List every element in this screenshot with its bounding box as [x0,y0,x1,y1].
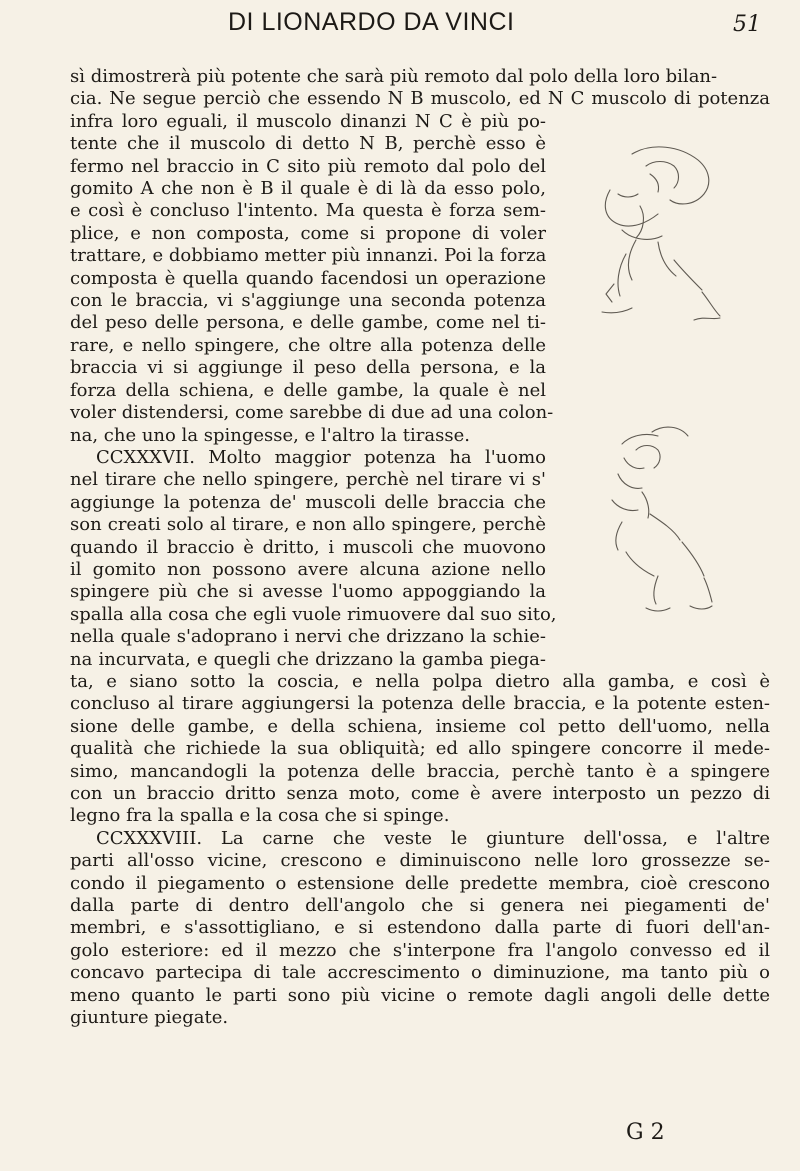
text-line: tente che il muscolo di detto N B, perchè esso è [70,133,546,155]
section-heading-line: CCXXXVIII. La carne che veste le giunture dell'ossa, e l'altre [96,827,770,849]
text-line: simo, mancandogli la potenza delle braccia, perchè tanto è a spingere [70,760,770,782]
text-line: composta è quella quando facendosi un operazione [70,267,546,289]
text-line: gomito A che non è B il quale è di là da esso polo, [70,178,546,200]
page-header [0,6,800,46]
text-line: meno quanto le parti sono più vicine o remote dagli angoli delle dette [70,984,770,1006]
text-line: condo il piegamento o estensione delle predette membra, cioè crescono [70,872,770,894]
figure-pulling-illustration [612,427,712,611]
text-line: spalla alla cosa che egli vuole rimuovere dal suo sito, [70,603,557,625]
section-heading-line: CCXXXVII. Molto maggior potenza ha l'uomo [96,446,546,468]
text-line: dalla parte di dentro dell'angolo che si genera nei piegamenti de' [70,895,770,917]
text-line: con le braccia, vi s'aggiunge una seconda potenza [70,290,546,312]
text-line: parti all'osso vicine, crescono e diminuiscono nelle loro grossezze se- [70,850,770,872]
text-line: con un braccio dritto senza moto, come è avere interposto un pezzo di [70,783,770,804]
text-line: ta, e siano sotto la coscia, e nella polpa dietro alla gamba, e così è [70,670,770,692]
text-line: nel tirare che nello spingere, perchè nel tirare vi s' [70,469,546,491]
page-number: 51 [733,12,761,37]
text-line: rare, e nello spingere, che oltre alla potenza delle [70,334,546,356]
figure-illustrations [562,144,762,764]
text-line: na incurvata, e quegli che drizzano la gamba piega- [70,648,546,670]
text-line: quando il braccio è dritto, i muscoli che muovono [70,536,546,558]
text-line: spingere più che si avesse l'uomo appoggiando la [70,581,546,603]
text-line: forza della schiena, e delle gambe, la quale è nel [70,379,546,401]
text-line: cia. Ne segue perciò che essendo N B muscolo, ed N C muscolo di potenza [70,88,770,110]
text-line: braccia vi si aggiunge il peso della persona, e la [70,357,546,379]
gathering-signature: G 2 [626,1120,665,1145]
text-line: golo esteriore: ed il mezzo che s'interpone fra l'angolo convesso ed il [70,939,770,961]
text-line: il gomito non possono avere alcuna azione nello [70,558,546,580]
text-line: legno fra la spalla e la cosa che si spinge. [70,805,450,827]
text-line: giunture piegate. [70,1007,229,1029]
text-line: na, che uno la spingesse, e l'altro la tirasse. [70,424,470,446]
text-line: plice, e non composta, come si propone di voler [70,222,546,244]
text-line: e così è concluso l'intento. Ma questa è forza sem- [70,200,546,222]
text-line: membri, e s'assottigliano, e si estendono dalla parte di fuori dell'an- [70,917,770,939]
text-line: sì dimostrerà più potente che sarà più remoto dal polo della loro bilan- [70,66,718,87]
text-line: trattare, e dobbiamo metter più innanzi. Poi la forza [70,245,547,267]
text-line: concluso al tirare aggiungersi la potenza delle braccia, e la potente esten- [70,693,770,715]
figure-pushing-illustration [602,147,720,320]
figure-sketches [562,144,762,764]
text-line: aggiunge la potenza de' muscoli delle braccia che [70,491,546,513]
running-head: DI LIONARDO DA VINCI [228,8,515,36]
text-line: concavo partecipa di tale accrescimento o diminuzione, ma tanto più o [70,962,770,984]
text-line: son creati solo al tirare, e non allo spingere, perchè [70,514,546,536]
text-line: voler distendersi, come sarebbe di due ad una colon- [70,402,554,424]
text-column-narrow [70,66,770,671]
text-line: del peso delle persona, e delle gambe, come nel ti- [70,312,546,334]
text-line: nella quale s'adoprano i nervi che drizzano la schie- [70,626,546,648]
text-line: sione delle gambe, e della schiena, insieme col petto dell'uomo, nella [70,715,770,737]
text-line: fermo nel braccio in C sito più remoto dal polo del [70,155,546,177]
text-line: qualità che richiede la sua obliquità; ed allo spingere concorre il mede- [70,738,770,760]
text-line: infra loro eguali, il muscolo dinanzi N C è più po- [70,110,546,132]
